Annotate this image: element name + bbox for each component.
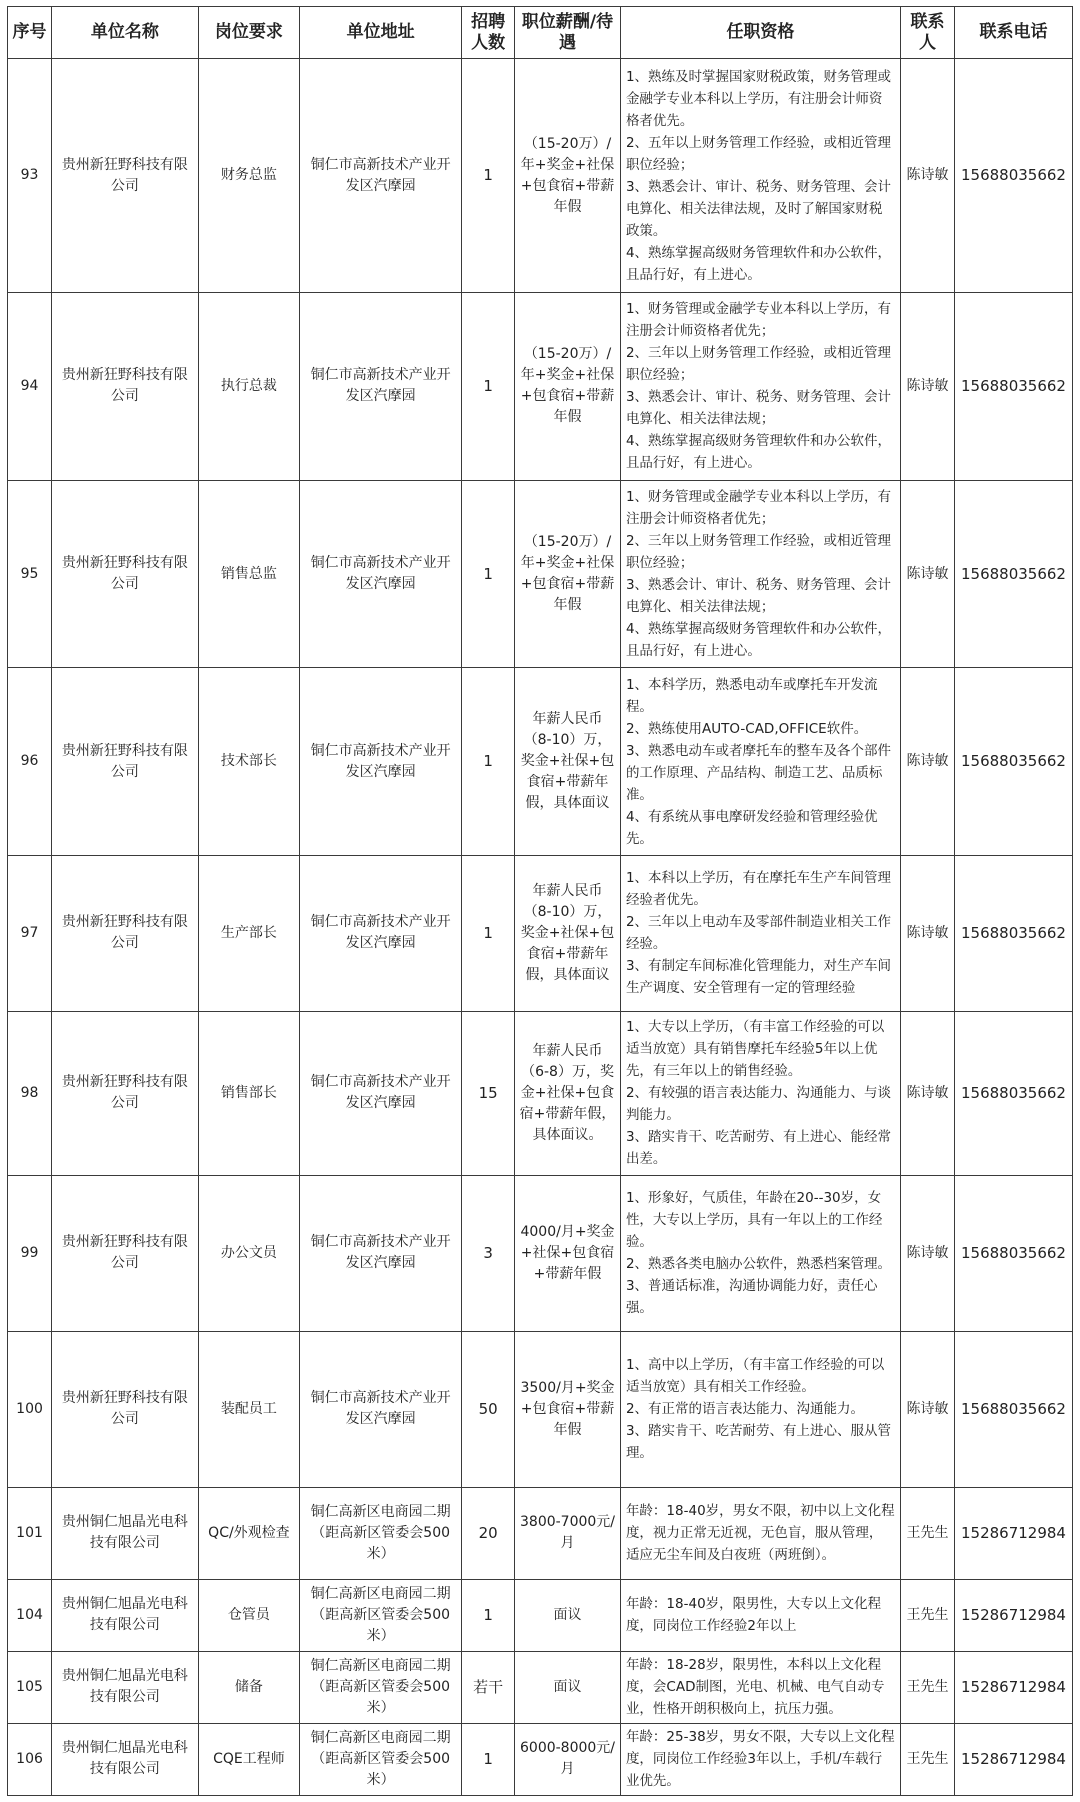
header-count: 招聘人数 bbox=[462, 7, 515, 59]
cell-contact: 王先生 bbox=[900, 1723, 954, 1795]
header-seq: 序号 bbox=[8, 7, 52, 59]
requirement-line: 1、熟练及时掌握国家财税政策，财务管理或金融学专业本科以上学历，有注册会计师资格者优先。 bbox=[625, 68, 892, 129]
requirement-line: 年龄：25-38岁，男女不限，大专以上文化程度，同岗位工作经验3年以上，手机/车载行业优先。 bbox=[625, 1729, 895, 1790]
cell-phone: 15688035662 bbox=[954, 59, 1072, 293]
cell-count: 1 bbox=[462, 59, 515, 293]
cell-position: 储备 bbox=[198, 1651, 299, 1723]
cell-requirements bbox=[620, 1331, 900, 1487]
cell-contact: 王先生 bbox=[900, 1651, 954, 1723]
cell-salary: 6000-8000元/月 bbox=[515, 1723, 621, 1795]
cell-company: 贵州新狂野科技有限公司 bbox=[52, 855, 199, 1011]
cell-requirements bbox=[620, 59, 900, 293]
requirement-line: 3、踏实肯干、吃苦耐劳、有上进心、服从管理。 bbox=[625, 1423, 892, 1462]
cell-phone: 15286712984 bbox=[954, 1651, 1072, 1723]
cell-company: 贵州铜仁旭晶光电科技有限公司 bbox=[52, 1487, 199, 1579]
table-row bbox=[8, 1011, 1073, 1175]
cell-position: 财务总监 bbox=[198, 59, 299, 293]
cell-address: 铜仁高新区电商园二期（距高新区管委会500米） bbox=[300, 1487, 462, 1579]
header-address: 单位地址 bbox=[300, 7, 462, 59]
cell-seq: 96 bbox=[8, 668, 52, 856]
requirement-line: 2、三年以上财务管理工作经验，或相近管理职位经验； bbox=[625, 533, 892, 572]
cell-position: QC/外观检查 bbox=[198, 1487, 299, 1579]
requirement-line: 2、有正常的语言表达能力、沟通能力。 bbox=[625, 1401, 865, 1418]
cell-count: 1 bbox=[462, 1723, 515, 1795]
cell-seq: 95 bbox=[8, 480, 52, 668]
cell-position: 办公文员 bbox=[198, 1175, 299, 1331]
requirement-line: 1、本科学历，熟悉电动车或摩托车开发流程。 bbox=[625, 676, 878, 715]
cell-phone: 15688035662 bbox=[954, 1011, 1072, 1175]
cell-address: 铜仁高新区电商园二期（距高新区管委会500米） bbox=[300, 1579, 462, 1651]
requirement-line: 1、形象好，气质佳，年龄在20--30岁，女性，大专以上学历，具有一年以上的工作经验。 bbox=[625, 1190, 883, 1251]
requirement-line: 年龄：18-40岁，男女不限，初中以上文化程度，视力正常无近视，无色盲，服从管理，适应无尘车间及白夜班（两班倒）。 bbox=[625, 1503, 895, 1564]
cell-position: 销售部长 bbox=[198, 1011, 299, 1175]
table-row bbox=[8, 1487, 1073, 1579]
cell-phone: 15688035662 bbox=[954, 855, 1072, 1011]
cell-requirements bbox=[620, 668, 900, 856]
cell-count: 1 bbox=[462, 480, 515, 668]
requirement-line: 年龄：18-40岁，限男性，大专以上文化程度，同岗位工作经验2年以上 bbox=[625, 1596, 882, 1635]
cell-phone: 15688035662 bbox=[954, 668, 1072, 856]
header-company: 单位名称 bbox=[52, 7, 199, 59]
cell-salary: 3800-7000元/月 bbox=[515, 1487, 621, 1579]
requirement-line: 3、熟悉会计、审计、税务、财务管理、会计电算化、相关法律法规； bbox=[625, 577, 892, 616]
requirement-line: 3、熟悉会计、审计、税务、财务管理、会计电算化、相关法律法规，及时了解国家财税政策。 bbox=[625, 178, 892, 239]
cell-salary: 面议 bbox=[515, 1651, 621, 1723]
cell-requirements bbox=[620, 1723, 900, 1795]
requirement-line: 年龄：18-28岁，限男性，本科以上文化程度，会CAD制图，光电、机械、电气自动专业，性格开朗积极向上，抗压力强。 bbox=[625, 1657, 885, 1718]
header-contact: 联系人 bbox=[900, 7, 954, 59]
requirement-line: 1、本科以上学历，有在摩托车生产车间管理经验者优先。 bbox=[625, 870, 892, 909]
cell-contact: 陈诗敏 bbox=[900, 1331, 954, 1487]
requirement-line: 2、五年以上财务管理工作经验，或相近管理职位经验； bbox=[625, 134, 892, 173]
cell-seq: 105 bbox=[8, 1651, 52, 1723]
cell-company: 贵州新狂野科技有限公司 bbox=[52, 1011, 199, 1175]
cell-phone: 15688035662 bbox=[954, 293, 1072, 481]
cell-phone: 15688035662 bbox=[954, 1331, 1072, 1487]
cell-position: 销售总监 bbox=[198, 480, 299, 668]
cell-salary: 年薪人民币（6-8）万，奖金+社保+包食宿+带薪年假，具体面议。 bbox=[515, 1011, 621, 1175]
header-phone: 联系电话 bbox=[954, 7, 1072, 59]
requirement-line: 3、熟悉会计、审计、税务、财务管理、会计电算化、相关法律法规； bbox=[625, 389, 892, 428]
cell-count: 1 bbox=[462, 855, 515, 1011]
cell-position: CQE工程师 bbox=[198, 1723, 299, 1795]
cell-seq: 100 bbox=[8, 1331, 52, 1487]
cell-position: 生产部长 bbox=[198, 855, 299, 1011]
cell-count: 若干 bbox=[462, 1651, 515, 1723]
cell-count: 3 bbox=[462, 1175, 515, 1331]
cell-contact: 陈诗敏 bbox=[900, 293, 954, 481]
table-row bbox=[8, 1579, 1073, 1651]
cell-requirements bbox=[620, 1175, 900, 1331]
table-row bbox=[8, 668, 1073, 856]
cell-seq: 101 bbox=[8, 1487, 52, 1579]
cell-seq: 99 bbox=[8, 1175, 52, 1331]
cell-seq: 97 bbox=[8, 855, 52, 1011]
cell-phone: 15286712984 bbox=[954, 1579, 1072, 1651]
cell-salary: （15-20万）/年+奖金+社保+包食宿+带薪年假 bbox=[515, 480, 621, 668]
cell-contact: 陈诗敏 bbox=[900, 1175, 954, 1331]
table-row bbox=[8, 855, 1073, 1011]
cell-contact: 陈诗敏 bbox=[900, 855, 954, 1011]
cell-salary: 面议 bbox=[515, 1579, 621, 1651]
cell-address: 铜仁高新区电商园二期（距高新区管委会500米） bbox=[300, 1651, 462, 1723]
cell-company: 贵州新狂野科技有限公司 bbox=[52, 293, 199, 481]
cell-requirements bbox=[620, 1651, 900, 1723]
header-salary: 职位薪酬/待遇 bbox=[515, 7, 621, 59]
requirement-line: 4、熟练掌握高级财务管理软件和办公软件，且品行好，有上进心。 bbox=[625, 621, 892, 660]
cell-requirements bbox=[620, 480, 900, 668]
cell-requirements bbox=[620, 1579, 900, 1651]
cell-count: 1 bbox=[462, 1579, 515, 1651]
cell-company: 贵州新狂野科技有限公司 bbox=[52, 480, 199, 668]
cell-address: 铜仁市高新技术产业开发区汽摩园 bbox=[300, 480, 462, 668]
cell-requirements bbox=[620, 855, 900, 1011]
requirement-line: 2、有较强的语言表达能力、沟通能力、与谈判能力。 bbox=[625, 1085, 892, 1124]
table-row bbox=[8, 480, 1073, 668]
cell-phone: 15286712984 bbox=[954, 1723, 1072, 1795]
cell-company: 贵州铜仁旭晶光电科技有限公司 bbox=[52, 1723, 199, 1795]
requirement-line: 3、有制定车间标准化管理能力，对生产车间生产调度、安全管理有一定的管理经验 bbox=[625, 958, 892, 997]
recruitment-table bbox=[7, 6, 1073, 1796]
cell-requirements bbox=[620, 1011, 900, 1175]
cell-seq: 94 bbox=[8, 293, 52, 481]
table-row bbox=[8, 293, 1073, 481]
requirement-line: 3、熟悉电动车或者摩托车的整车及各个部件的工作原理、产品结构、制造工艺、品质标准。 bbox=[625, 742, 892, 803]
cell-requirements bbox=[620, 1487, 900, 1579]
cell-company: 贵州铜仁旭晶光电科技有限公司 bbox=[52, 1579, 199, 1651]
requirement-line: 1、财务管理或金融学专业本科以上学历，有注册会计师资格者优先； bbox=[625, 489, 892, 528]
cell-count: 1 bbox=[462, 293, 515, 481]
cell-position: 执行总裁 bbox=[198, 293, 299, 481]
requirement-line: 1、高中以上学历，（有丰富工作经验的可以适当放宽）具有相关工作经验。 bbox=[625, 1357, 885, 1396]
cell-address: 铜仁高新区电商园二期（距高新区管委会500米） bbox=[300, 1723, 462, 1795]
cell-address: 铜仁市高新技术产业开发区汽摩园 bbox=[300, 293, 462, 481]
requirement-line: 1、大专以上学历，（有丰富工作经验的可以适当放宽）具有销售摩托车经验5年以上优先，有三年以上的销售经验。 bbox=[625, 1019, 885, 1080]
cell-seq: 93 bbox=[8, 59, 52, 293]
header-position: 岗位要求 bbox=[198, 7, 299, 59]
cell-address: 铜仁市高新技术产业开发区汽摩园 bbox=[300, 668, 462, 856]
requirement-line: 2、熟练使用AUTO-CAD,OFFICE软件。 bbox=[625, 720, 868, 737]
cell-contact: 王先生 bbox=[900, 1579, 954, 1651]
cell-address: 铜仁市高新技术产业开发区汽摩园 bbox=[300, 59, 462, 293]
table-row bbox=[8, 1723, 1073, 1795]
cell-count: 1 bbox=[462, 668, 515, 856]
requirement-line: 4、熟练掌握高级财务管理软件和办公软件，且品行好，有上进心。 bbox=[625, 244, 892, 283]
cell-position: 仓管员 bbox=[198, 1579, 299, 1651]
table-body bbox=[8, 59, 1073, 1796]
header-requirements: 任职资格 bbox=[620, 7, 900, 59]
requirement-line: 2、三年以上财务管理工作经验，或相近管理职位经验； bbox=[625, 345, 892, 384]
cell-contact: 陈诗敏 bbox=[900, 1011, 954, 1175]
cell-salary: 年薪人民币（8-10）万，奖金+社保+包食宿+带薪年假，具体面议 bbox=[515, 668, 621, 856]
cell-salary: （15-20万）/年+奖金+社保+包食宿+带薪年假 bbox=[515, 59, 621, 293]
cell-company: 贵州新狂野科技有限公司 bbox=[52, 668, 199, 856]
cell-address: 铜仁市高新技术产业开发区汽摩园 bbox=[300, 1011, 462, 1175]
cell-contact: 陈诗敏 bbox=[900, 668, 954, 856]
cell-salary: 3500/月+奖金+包食宿+带薪年假 bbox=[515, 1331, 621, 1487]
cell-seq: 106 bbox=[8, 1723, 52, 1795]
requirement-line: 1、财务管理或金融学专业本科以上学历，有注册会计师资格者优先； bbox=[625, 301, 892, 340]
cell-contact: 陈诗敏 bbox=[900, 480, 954, 668]
cell-count: 20 bbox=[462, 1487, 515, 1579]
requirement-line: 2、熟悉各类电脑办公软件，熟悉档案管理。 bbox=[625, 1256, 892, 1273]
requirement-line: 4、熟练掌握高级财务管理软件和办公软件，且品行好，有上进心。 bbox=[625, 433, 892, 472]
cell-salary: 年薪人民币（8-10）万，奖金+社保+包食宿+带薪年假，具体面议 bbox=[515, 855, 621, 1011]
cell-salary: （15-20万）/年+奖金+社保+包食宿+带薪年假 bbox=[515, 293, 621, 481]
cell-seq: 98 bbox=[8, 1011, 52, 1175]
cell-count: 50 bbox=[462, 1331, 515, 1487]
cell-contact: 陈诗敏 bbox=[900, 59, 954, 293]
cell-company: 贵州新狂野科技有限公司 bbox=[52, 1175, 199, 1331]
table-row bbox=[8, 1175, 1073, 1331]
requirement-line: 2、三年以上电动车及零部件制造业相关工作经验。 bbox=[625, 914, 892, 953]
requirement-line: 3、踏实肯干、吃苦耐劳、有上进心、能经常出差。 bbox=[625, 1129, 892, 1168]
cell-salary: 4000/月+奖金+社保+包食宿+带薪年假 bbox=[515, 1175, 621, 1331]
cell-address: 铜仁市高新技术产业开发区汽摩园 bbox=[300, 1175, 462, 1331]
cell-contact: 王先生 bbox=[900, 1487, 954, 1579]
cell-address: 铜仁市高新技术产业开发区汽摩园 bbox=[300, 1331, 462, 1487]
cell-company: 贵州铜仁旭晶光电科技有限公司 bbox=[52, 1651, 199, 1723]
cell-seq: 104 bbox=[8, 1579, 52, 1651]
cell-position: 装配员工 bbox=[198, 1331, 299, 1487]
header-row bbox=[8, 7, 1073, 59]
cell-position: 技术部长 bbox=[198, 668, 299, 856]
cell-requirements bbox=[620, 293, 900, 481]
cell-phone: 15688035662 bbox=[954, 480, 1072, 668]
cell-count: 15 bbox=[462, 1011, 515, 1175]
requirement-line: 3、普通话标准，沟通协调能力好，责任心强。 bbox=[625, 1278, 878, 1317]
cell-company: 贵州新狂野科技有限公司 bbox=[52, 1331, 199, 1487]
cell-address: 铜仁市高新技术产业开发区汽摩园 bbox=[300, 855, 462, 1011]
table-row bbox=[8, 59, 1073, 293]
requirement-line: 4、有系统从事电摩研发经验和管理经验优先。 bbox=[625, 808, 878, 847]
cell-company: 贵州新狂野科技有限公司 bbox=[52, 59, 199, 293]
cell-phone: 15688035662 bbox=[954, 1175, 1072, 1331]
table-row bbox=[8, 1331, 1073, 1487]
table-row bbox=[8, 1651, 1073, 1723]
cell-phone: 15286712984 bbox=[954, 1487, 1072, 1579]
